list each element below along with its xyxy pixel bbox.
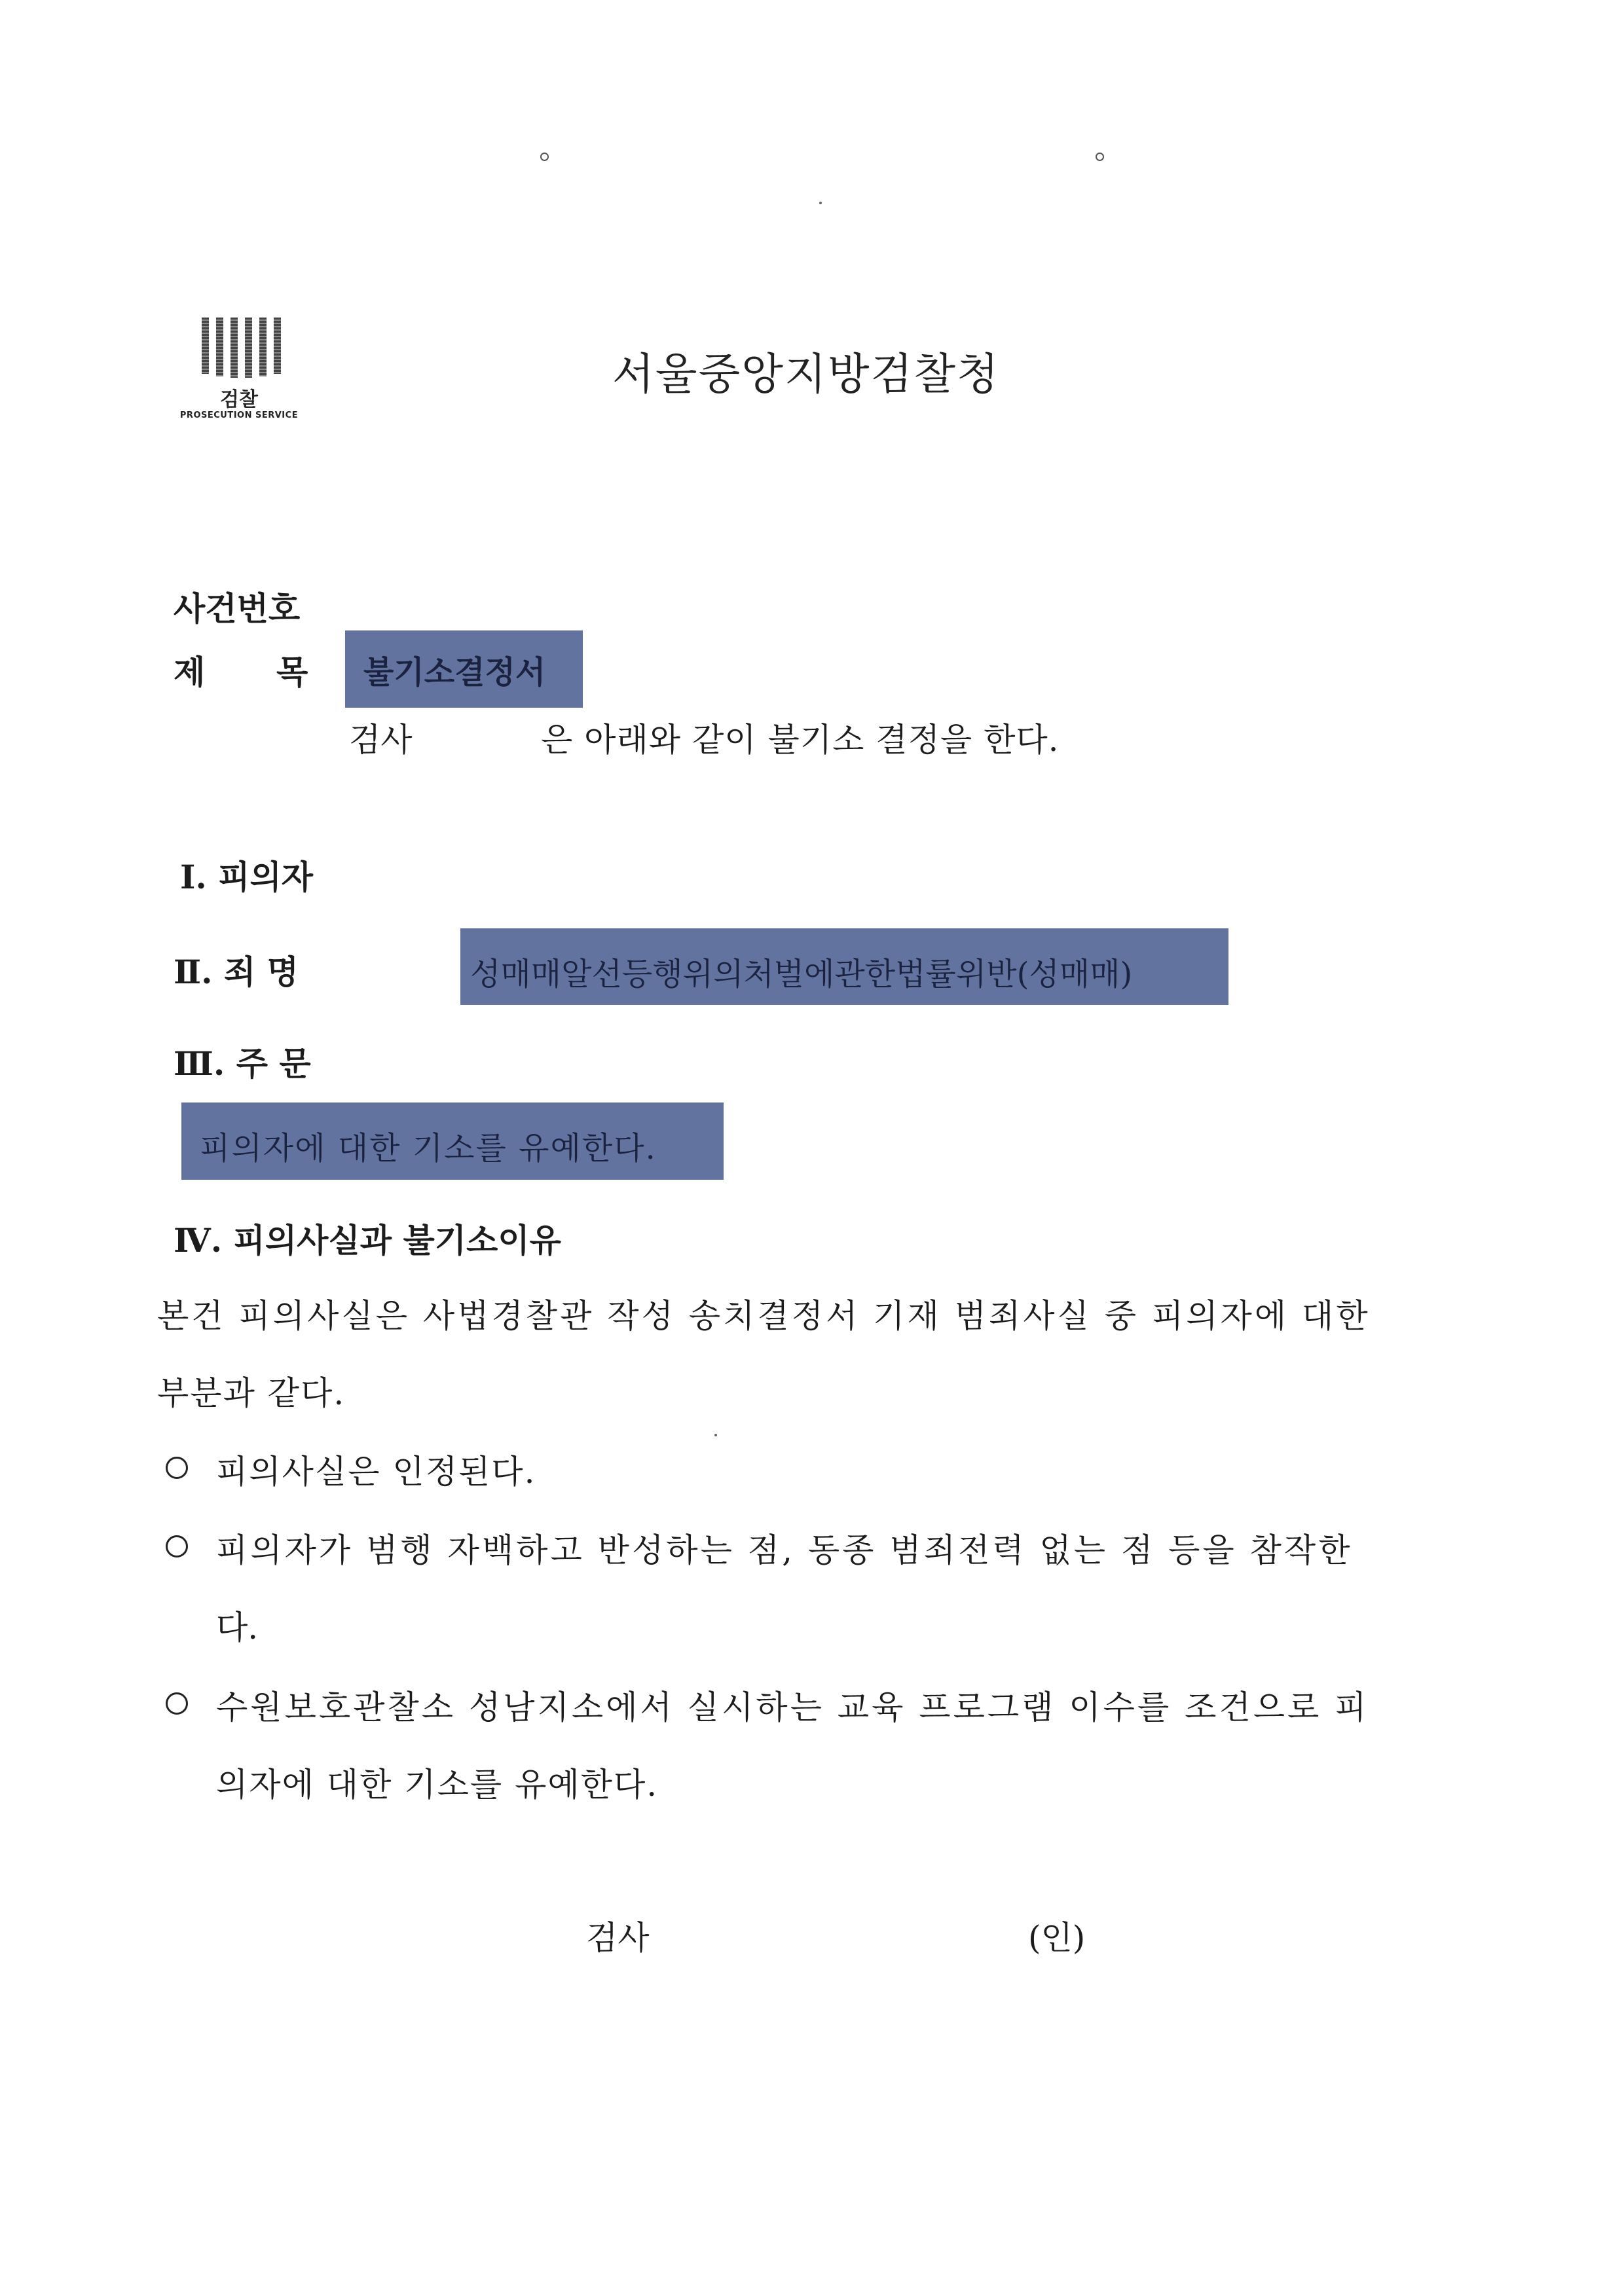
section-charge-label: Ⅱ. 죄 명 xyxy=(174,953,299,991)
bullet-circle-icon xyxy=(166,1535,188,1558)
signature-seal: (인) xyxy=(1028,1919,1086,1957)
body-paragraph-line2: 부분과 같다. xyxy=(157,1374,346,1412)
subject-label-char2: 목 xyxy=(276,653,308,691)
bullet-1-text: 피의사실은 인정된다. xyxy=(216,1453,536,1491)
section-suspect: Ⅰ. 피의자 xyxy=(180,858,314,896)
subject-label-char1: 제 xyxy=(174,653,206,691)
intro-text: 은 아래와 같이 불기소 결정을 한다. xyxy=(541,721,1060,759)
bullet-circle-icon xyxy=(166,1457,188,1479)
logo-text-ko: 검찰 xyxy=(220,388,258,411)
scan-mark xyxy=(1096,153,1104,161)
section-disposition-label: Ⅲ. 주 문 xyxy=(174,1044,311,1083)
bullet-3-text-line2: 의자에 대한 기소를 유예한다. xyxy=(216,1766,659,1804)
scan-speck xyxy=(819,202,822,204)
logo-bars-icon xyxy=(202,318,281,378)
disposition-value: 피의자에 대한 기소를 유예한다. xyxy=(200,1130,657,1167)
bullet-2-text-line2: 다. xyxy=(216,1609,259,1647)
signature-title: 검사 xyxy=(586,1919,650,1957)
scan-mark xyxy=(540,153,549,161)
case-number-label: 사건번호 xyxy=(174,589,301,628)
bullet-2-text-line1: 피의자가 범행 자백하고 반성하는 점, 동종 범죄전력 없는 점 등을 참작한 xyxy=(216,1531,1353,1569)
logo-text-en: PROSECUTION SERVICE xyxy=(179,410,299,420)
charge-value: 성매매알선등행위의처벌에관한법률위반(성매매) xyxy=(470,956,1133,993)
bullet-circle-icon xyxy=(166,1692,188,1715)
subject-value: 불기소결정서 xyxy=(363,654,546,691)
bullet-3-text-line1: 수원보호관찰소 성남지소에서 실시하는 교육 프로그램 이수를 조건으로 피 xyxy=(216,1688,1369,1726)
body-paragraph-line1: 본건 피의사실은 사법경찰관 작성 송치결정서 기재 범죄사실 중 피의자에 대한 xyxy=(157,1297,1371,1335)
office-title: 서울중앙지방검찰청 xyxy=(612,349,1000,399)
intro-prosecutor: 검사 xyxy=(349,721,413,759)
scan-speck xyxy=(714,1434,717,1436)
prosecution-logo xyxy=(177,311,301,435)
section-reasons-label: Ⅳ. 피의사실과 불기소이유 xyxy=(174,1221,561,1260)
